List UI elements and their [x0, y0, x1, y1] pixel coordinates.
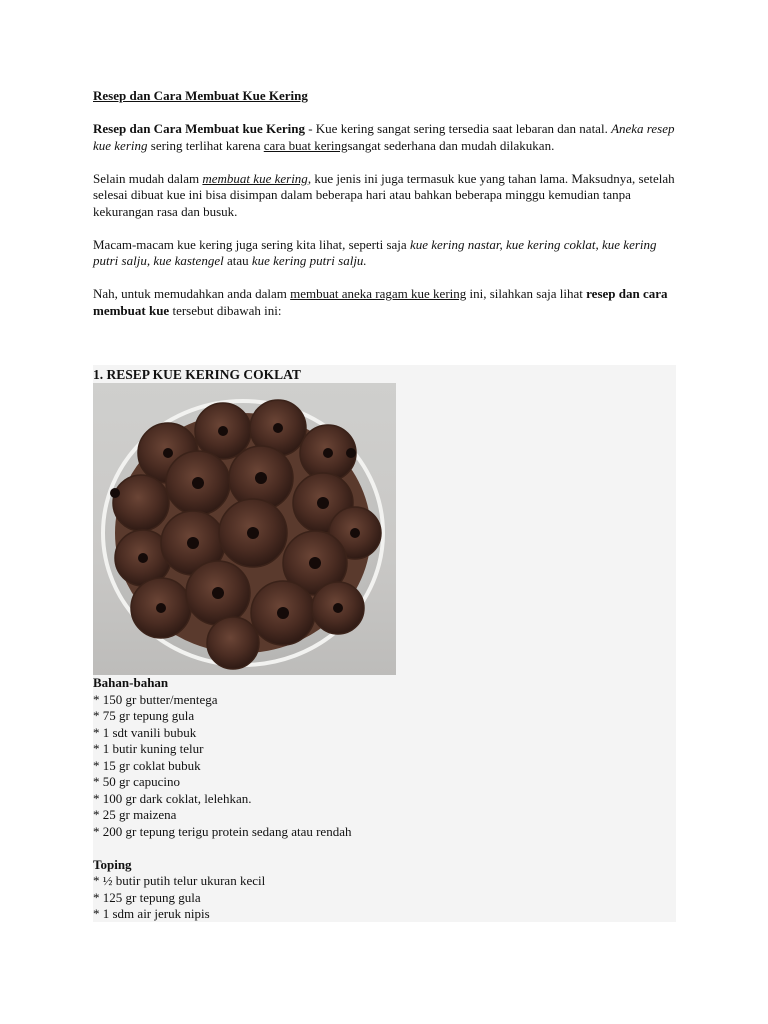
- paragraph-3: [93, 237, 678, 270]
- para3-italic1: kue kering nastar, kue kering coklat, kue kering putri salju, kue kastengel: [93, 236, 657, 268]
- intro-lead: Resep dan Cara Membuat kue Kering: [93, 121, 305, 136]
- bahan-item: * 1 sdt vanili bubuk: [93, 724, 197, 740]
- bahan-heading: Bahan-bahan: [93, 675, 169, 690]
- para4-link[interactable]: membuat aneka ragam kue kering: [290, 286, 467, 301]
- intro-tail: sangat sederhana dan mudah dilakukan.: [347, 137, 555, 153]
- intro-mid: sering terlihat karena: [147, 137, 264, 153]
- para4-mid: ini, silahkan saja lihat: [466, 286, 587, 301]
- para3-italic2: kue kering putri salju.: [251, 253, 367, 268]
- para3-mid: atau: [223, 253, 252, 268]
- section-title: 1. RESEP KUE KERING COKLAT: [93, 367, 301, 382]
- bahan-item: * 100 gr dark coklat, lelehkan.: [93, 790, 252, 806]
- bahan-item: * 200 gr tepung terigu protein sedang atau rendah: [93, 823, 352, 839]
- para4-start: Nah, untuk memudahkan anda dalam: [93, 286, 291, 301]
- intro-paragraph: [93, 121, 678, 154]
- document-body: [93, 88, 678, 319]
- cookie-jar-photo: [93, 383, 396, 675]
- bahan-item: * 75 gr tepung gula: [93, 708, 195, 723]
- para2-rest: , kue jenis ini juga termasuk kue yang tahan lama. Maksudnya, setelah selesai dibuat kue ini bisa disimpan dalam beberapa hari atau bahkan beberapa minggu kemudian tanpa kekurangan rasa dan busuk.: [93, 170, 675, 219]
- recipe-section: [93, 365, 676, 922]
- toping-heading: Toping: [93, 856, 132, 872]
- intro-lead-rest: - Kue kering sangat sering tersedia saat lebaran dan natal.: [304, 121, 612, 136]
- para4-end: tersebut dibawah ini:: [169, 302, 282, 318]
- toping-item: * ½ butir putih telur ukuran kecil: [93, 873, 266, 888]
- cookie-jar-illustration: [93, 383, 396, 675]
- bahan-item: * 25 gr maizena: [93, 807, 177, 822]
- bahan-item: * 50 gr capucino: [93, 774, 181, 789]
- intro-italic: Aneka resep kue kering: [93, 121, 675, 153]
- para4-bold: resep dan cara membuat kue: [93, 286, 668, 318]
- toping-item: * 1 sdm air jeruk nipis: [93, 906, 210, 921]
- para2-start: Selain mudah dalam: [93, 170, 203, 186]
- bahan-item: * 150 gr butter/mentega: [93, 691, 218, 707]
- page-title: Resep dan Cara Membuat Kue Kering: [93, 88, 308, 103]
- paragraph-2: [93, 171, 678, 221]
- intro-link[interactable]: cara buat kering: [263, 137, 348, 153]
- paragraph-4: [93, 286, 678, 319]
- bahan-item: * 1 butir kuning telur: [93, 741, 204, 756]
- para3-start: Macam-macam kue kering juga sering kita lihat, seperti saja: [93, 236, 410, 252]
- bahan-item: * 15 gr coklat bubuk: [93, 757, 201, 773]
- ingredients-block: [93, 675, 351, 923]
- para2-link[interactable]: membuat kue kering: [202, 170, 308, 186]
- toping-item: * 125 gr tepung gula: [93, 889, 201, 905]
